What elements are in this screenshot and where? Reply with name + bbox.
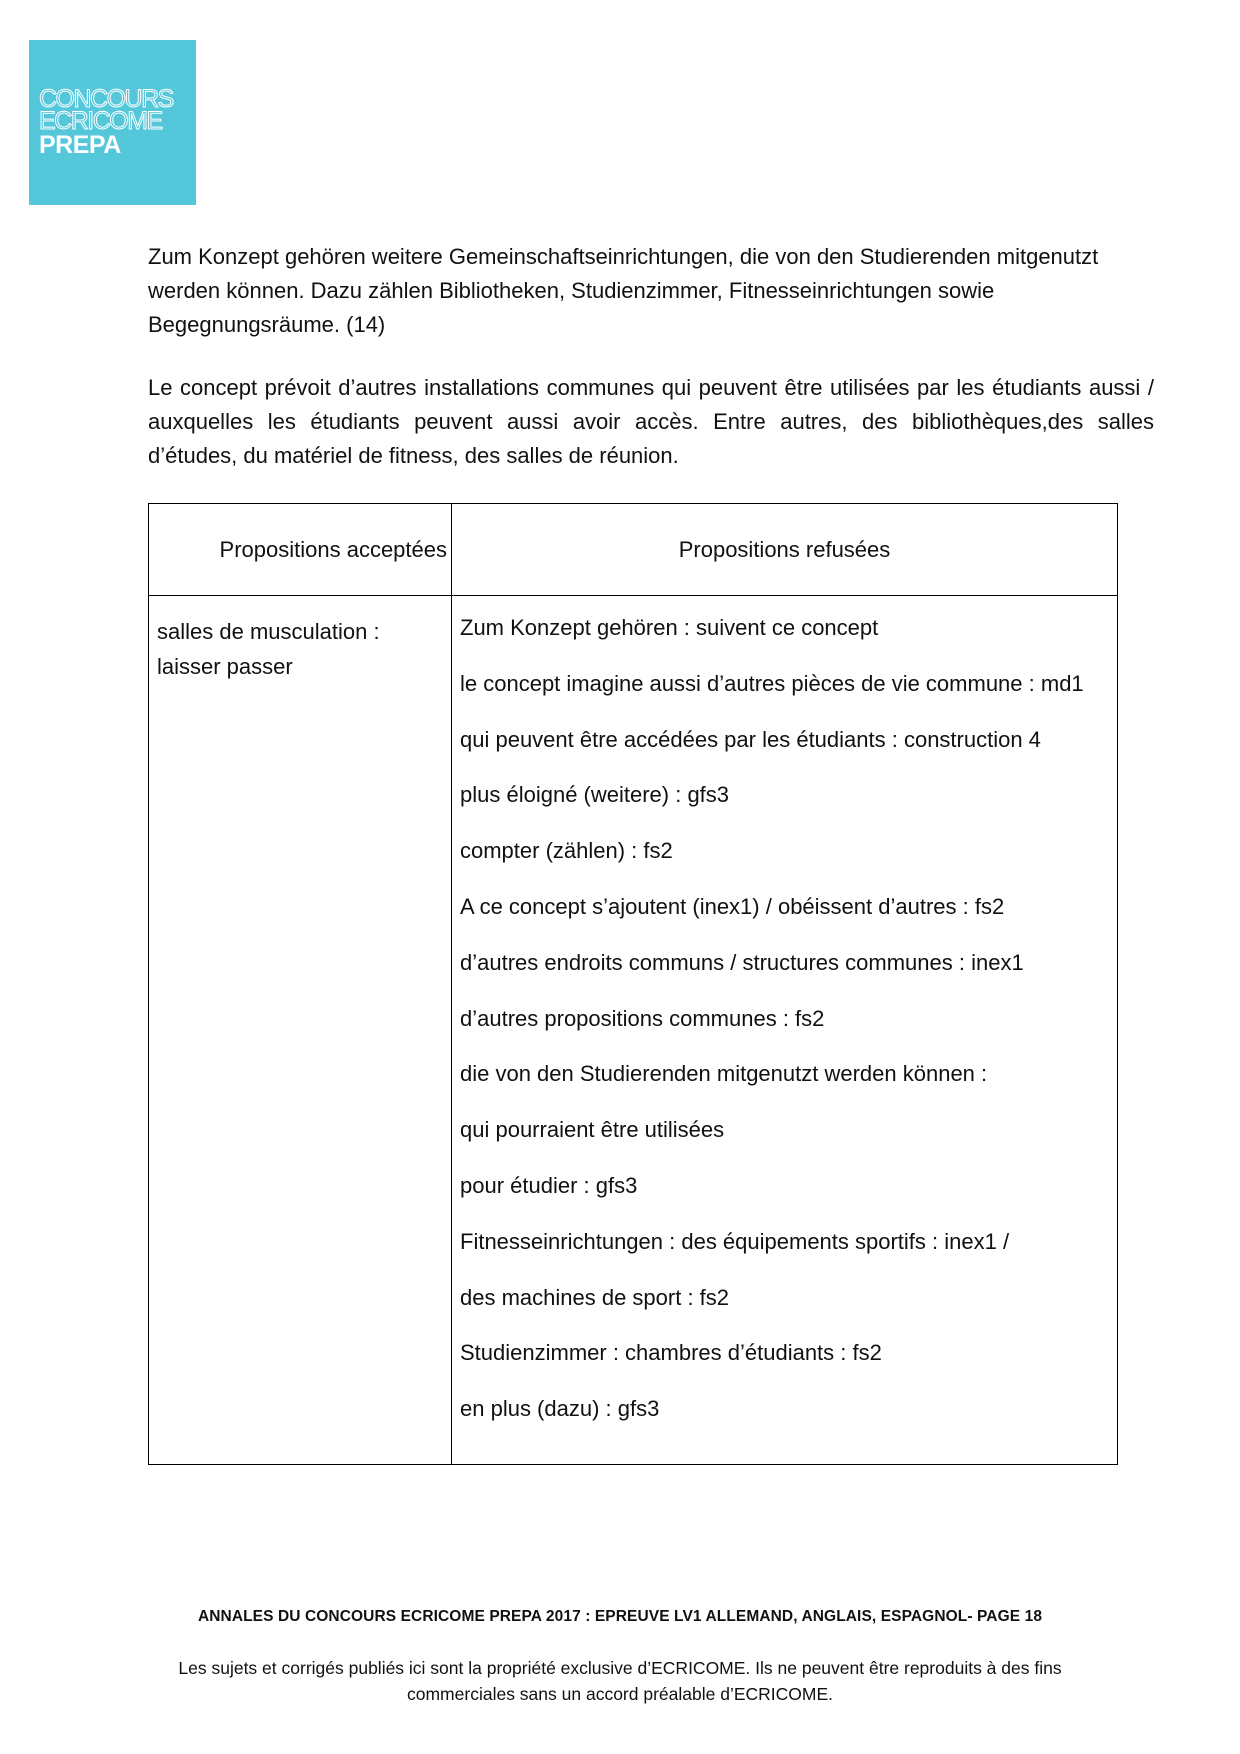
refused-list — [460, 610, 1109, 1426]
refused-item: des machines de sport : fs2 — [460, 1284, 730, 1310]
refused-item: qui pourraient être utilisées — [460, 1117, 725, 1143]
refused-item: Studienzimmer : chambres d’étudiants : fs2 — [460, 1340, 882, 1366]
logo-line-prepa: PREPA — [39, 131, 121, 159]
refused-item: d’autres propositions communes : fs2 — [460, 1005, 825, 1031]
header-accepted: Propositions acceptées — [149, 504, 452, 596]
refused-item: Zum Konzept gehören : suivent ce concept — [460, 615, 879, 640]
french-translation-paragraph: Le concept prévoit d’autres installations communes qui peuvent être utilisées par les étudiants aussi / auxquelles les étudiants peuvent aussi avoir accès. Entre autres, des bibliothèques,des salles d’études, du matériel de fitness, des salles de réunion. — [148, 375, 1154, 468]
header-refused: Propositions refusées — [452, 504, 1118, 596]
refused-propositions-cell — [452, 596, 1118, 1465]
table-body-row — [149, 596, 1118, 1465]
logo-line-concours: CONCOURS — [39, 85, 173, 113]
footer-title: ANNALES DU CONCOURS ECRICOME PREPA 2017 : EPREUVE LV1 ALLEMAND, ANGLAIS, ESPAGNOL- PAGE 18 — [197, 1608, 1043, 1625]
refused-item: le concept imagine aussi d’autres pièces de vie commune : md1 — [460, 670, 1084, 696]
ecricome-logo — [29, 40, 196, 205]
refused-item: Fitnesseinrichtungen : des équipements sportifs : inex1 / — [460, 1228, 1010, 1254]
accepted-propositions-cell: salles de musculation : laisser passer — [149, 596, 452, 1465]
footer-copyright-note: Les sujets et corrigés publiés ici sont la propriété exclusive d’ECRICOME. Ils ne peuvent être reproduits à des fins commerciales sans un accord préalable d’ECRICOME. — [178, 1658, 1062, 1704]
table-header-row — [149, 504, 1118, 596]
logo-line-ecricome: ECRICOME — [39, 107, 162, 135]
propositions-table — [148, 503, 1118, 1465]
german-source-paragraph: Zum Konzept gehören weitere Gemeinschaftseinrichtungen, die von den Studierenden mitgenutzt werden können. Dazu zählen Bibliotheken, Studienzimmer, Fitnesseinrichtungen sowie Begegnungsräume. (14) — [148, 244, 1099, 337]
refused-item: A ce concept s’ajoutent (inex1) / obéissent d’autres : fs2 — [460, 893, 1005, 919]
refused-item: d’autres endroits communs / structures communes : inex1 — [460, 949, 1024, 975]
refused-item: compter (zählen) : fs2 — [460, 838, 673, 864]
refused-item: pour étudier : gfs3 — [460, 1172, 638, 1198]
refused-item: die von den Studierenden mitgenutzt werden können : — [460, 1061, 988, 1087]
refused-item: plus éloigné (weitere) : gfs3 — [460, 782, 730, 808]
refused-item: qui peuvent être accédées par les étudiants : construction 4 — [460, 726, 1041, 752]
refused-item: en plus (dazu) : gfs3 — [460, 1396, 660, 1422]
